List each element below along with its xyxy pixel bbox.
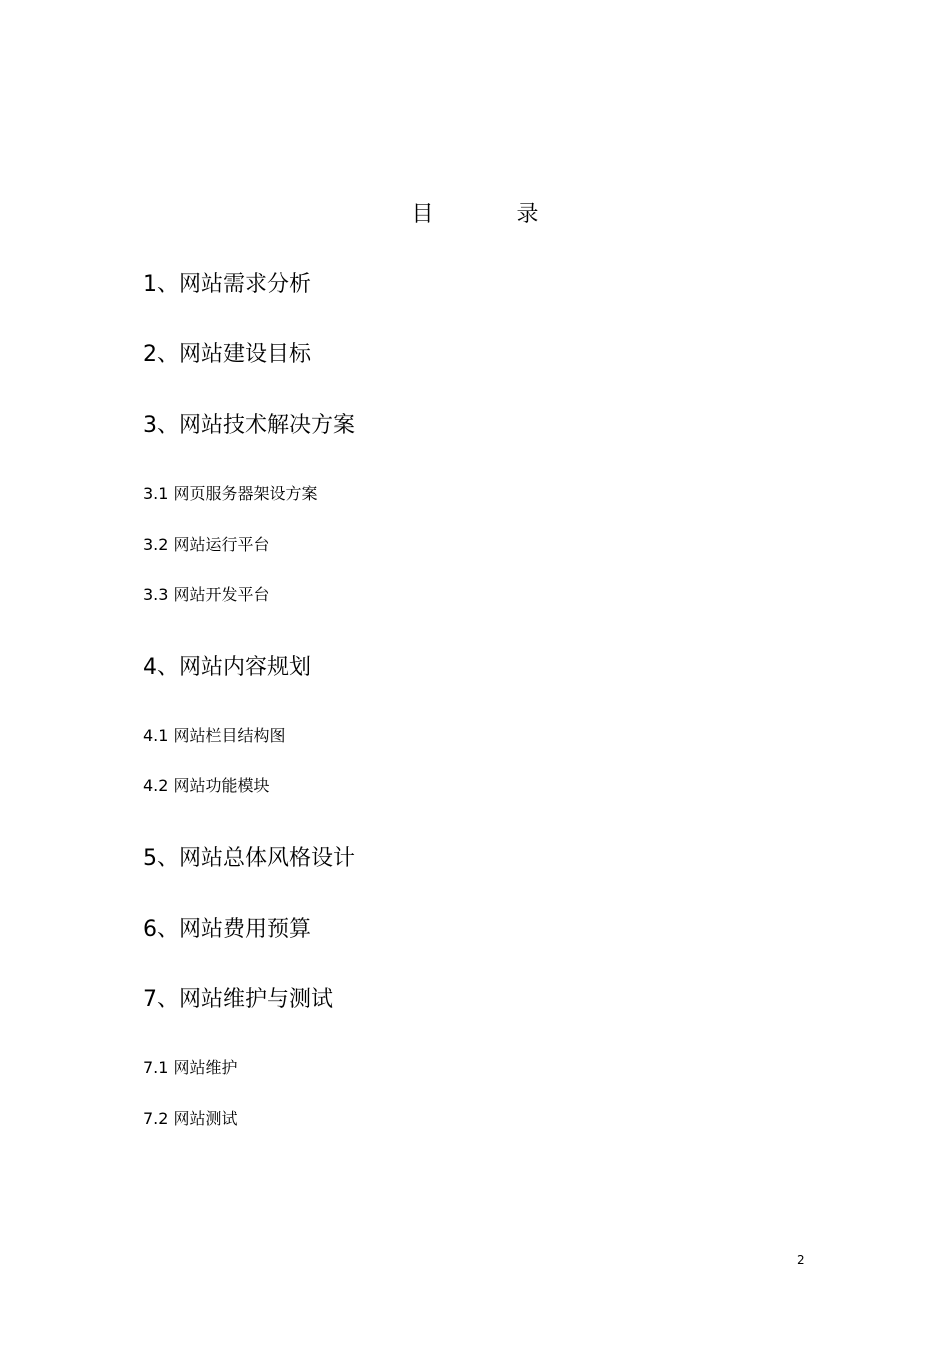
toc-entry-3-3: 3.3 网站开发平台 [143, 585, 270, 604]
toc-entry-3: 3、网站技术解决方案 [143, 413, 355, 438]
toc-entry-3-1: 3.1 网页服务器架设方案 [143, 484, 318, 503]
toc-entry-7: 7、网站维护与测试 [143, 987, 333, 1012]
toc-entry-2: 2、网站建设目标 [143, 342, 311, 367]
toc-entry-1: 1、网站需求分析 [143, 272, 311, 297]
toc-entry-6: 6、网站费用预算 [143, 917, 311, 942]
toc-entry-4-1: 4.1 网站栏目结构图 [143, 726, 286, 745]
toc-entry-7-1: 7.1 网站维护 [143, 1058, 238, 1077]
toc-entry-4-2: 4.2 网站功能模块 [143, 776, 270, 795]
toc-entry-7-2: 7.2 网站测试 [143, 1109, 238, 1128]
toc-entry-5: 5、网站总体风格设计 [143, 846, 355, 871]
toc-entry-4: 4、网站内容规划 [143, 655, 311, 680]
toc-title: 目 录 [411, 202, 577, 227]
page-number: 2 [797, 1253, 805, 1267]
toc-entry-3-2: 3.2 网站运行平台 [143, 535, 270, 554]
